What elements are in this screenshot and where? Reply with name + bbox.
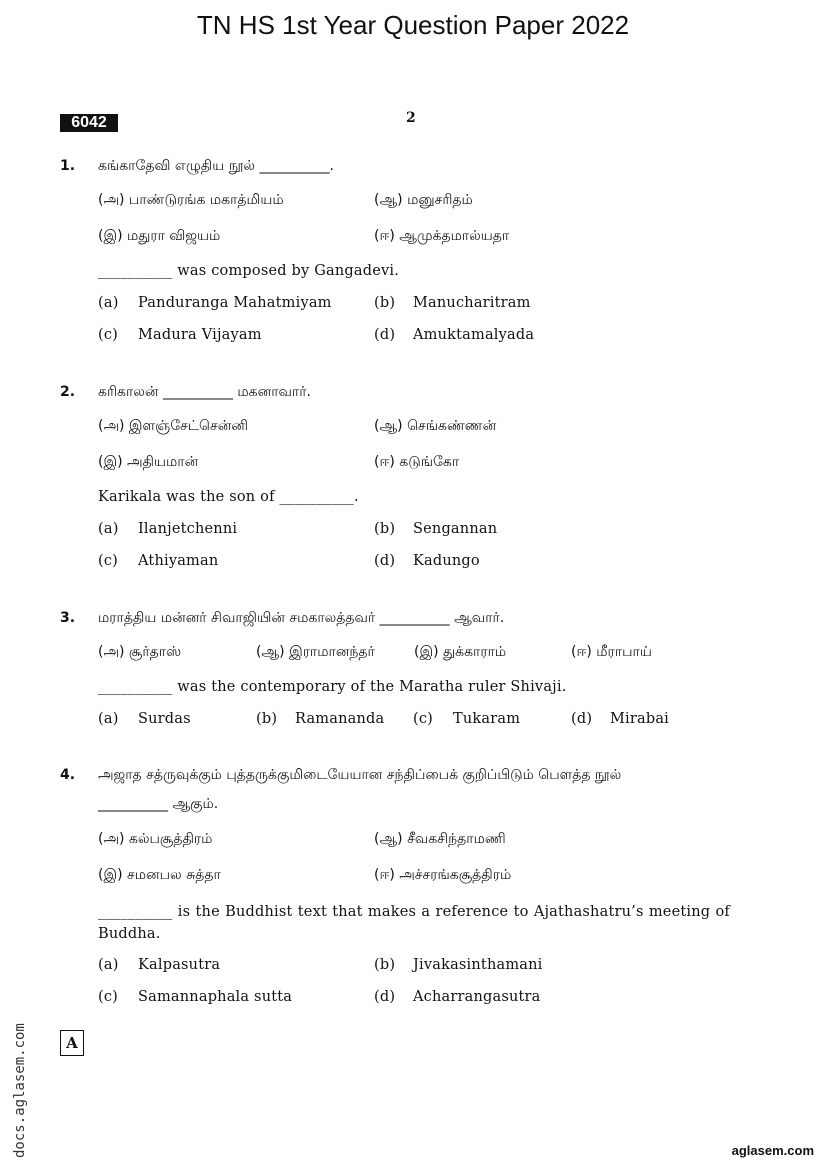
document-title: TN HS 1st Year Question Paper 2022 <box>196 10 630 40</box>
tamil-option: (ஆ) இராமானந்தர் <box>256 644 375 660</box>
page-number: 2 <box>406 110 416 126</box>
english-option-text: Madura Vijayam <box>138 327 262 343</box>
english-option-label: (d) <box>374 553 396 569</box>
tamil-option: (ஈ) அச்சரங்கசூத்திரம் <box>374 867 512 883</box>
english-question-text: __________ is the Buddhist text that makes a reference to Ajathashatru’s meeting of Buddha. <box>98 904 730 942</box>
english-question-text: Karikala was the son of __________. <box>98 489 359 505</box>
english-option-label: (a) <box>98 521 119 537</box>
tamil-option: (அ) பாண்டுரங்க மகாத்மியம் <box>98 192 284 208</box>
english-option-label: (c) <box>413 711 434 727</box>
question-number: 3. <box>60 610 76 626</box>
question-number: 1. <box>60 158 76 174</box>
english-option-text: Tukaram <box>453 711 521 727</box>
tamil-option: (ஈ) மீராபாய் <box>571 644 652 660</box>
english-option-label: (c) <box>98 553 119 569</box>
tamil-option: (ஆ) செங்கண்ணன் <box>374 418 497 434</box>
tamil-option: (இ) சமனபல சுத்தா <box>98 867 221 883</box>
english-option-label: (d) <box>374 327 396 343</box>
english-option-text: Kalpasutra <box>138 957 221 973</box>
english-option-label: (a) <box>98 957 119 973</box>
english-option-text: Manucharitram <box>413 295 531 311</box>
tamil-option: (இ) அதியமான் <box>98 454 199 470</box>
english-option-text: Mirabai <box>610 711 670 727</box>
tamil-option: (அ) சூர்தாஸ் <box>98 644 182 660</box>
tamil-option: (இ) துக்காராம் <box>414 644 507 660</box>
english-option-label: (b) <box>256 711 278 727</box>
tamil-option: (ஈ) ஆமுக்தமால்யதா <box>374 228 510 244</box>
tamil-option: (ஈ) கடுங்கோ <box>374 454 460 470</box>
english-option-text: Ilanjetchenni <box>138 521 238 537</box>
footer-site-name: aglasem.com <box>731 1143 814 1158</box>
english-question-text: __________ was composed by Gangadevi. <box>98 263 400 279</box>
question-number: 2. <box>60 384 76 400</box>
tamil-question-text: கங்காதேவி எழுதிய நூல் __________. <box>98 158 334 174</box>
paper-code-badge: 6042 <box>60 114 118 132</box>
english-option-label: (d) <box>374 989 396 1005</box>
english-option-text: Ramananda <box>295 711 385 727</box>
tamil-question-text: கரிகாலன் __________ மகனாவார். <box>98 384 311 400</box>
english-option-text: Surdas <box>138 711 191 727</box>
tamil-question-text: மராத்திய மன்னர் சிவாஜியின் சமகாலத்தவர் __________ ஆவார். <box>98 610 505 626</box>
tamil-question-text: __________ ஆகும். <box>98 796 219 812</box>
english-option-label: (b) <box>374 295 396 311</box>
english-option-label: (a) <box>98 711 119 727</box>
english-option-text: Amuktamalyada <box>413 327 535 343</box>
tamil-option: (ஆ) சீவகசிந்தாமணி <box>374 831 506 847</box>
english-option-text: Sengannan <box>413 521 498 537</box>
english-option-text: Athiyaman <box>138 553 219 569</box>
english-option-text: Samannaphala sutta <box>138 989 293 1005</box>
english-option-label: (a) <box>98 295 119 311</box>
tamil-option: (ஆ) மனுசரிதம் <box>374 192 473 208</box>
english-option-label: (c) <box>98 327 119 343</box>
tamil-option: (இ) மதுரா விஜயம் <box>98 228 221 244</box>
tamil-option: (அ) கல்பசூத்திரம் <box>98 831 213 847</box>
side-watermark: docs.aglasem.com <box>12 1023 28 1158</box>
english-option-label: (b) <box>374 521 396 537</box>
english-option-text: Acharrangasutra <box>413 989 541 1005</box>
section-mark-box: A <box>60 1030 84 1056</box>
tamil-question-text: அஜாத சத்ருவுக்கும் புத்தருக்குமிடையேயான சந்திப்பைக் குறிப்பிடும் பௌத்த நூல் <box>98 767 622 783</box>
english-option-label: (c) <box>98 989 119 1005</box>
english-question-text: __________ was the contemporary of the Maratha ruler Shivaji. <box>98 679 567 695</box>
question-number: 4. <box>60 767 76 783</box>
tamil-option: (அ) இளஞ்சேட்சென்னி <box>98 418 249 434</box>
english-option-text: Panduranga Mahatmiyam <box>138 295 332 311</box>
english-option-text: Jivakasinthamani <box>413 957 543 973</box>
english-option-label: (d) <box>571 711 593 727</box>
english-option-text: Kadungo <box>413 553 480 569</box>
english-option-label: (b) <box>374 957 396 973</box>
